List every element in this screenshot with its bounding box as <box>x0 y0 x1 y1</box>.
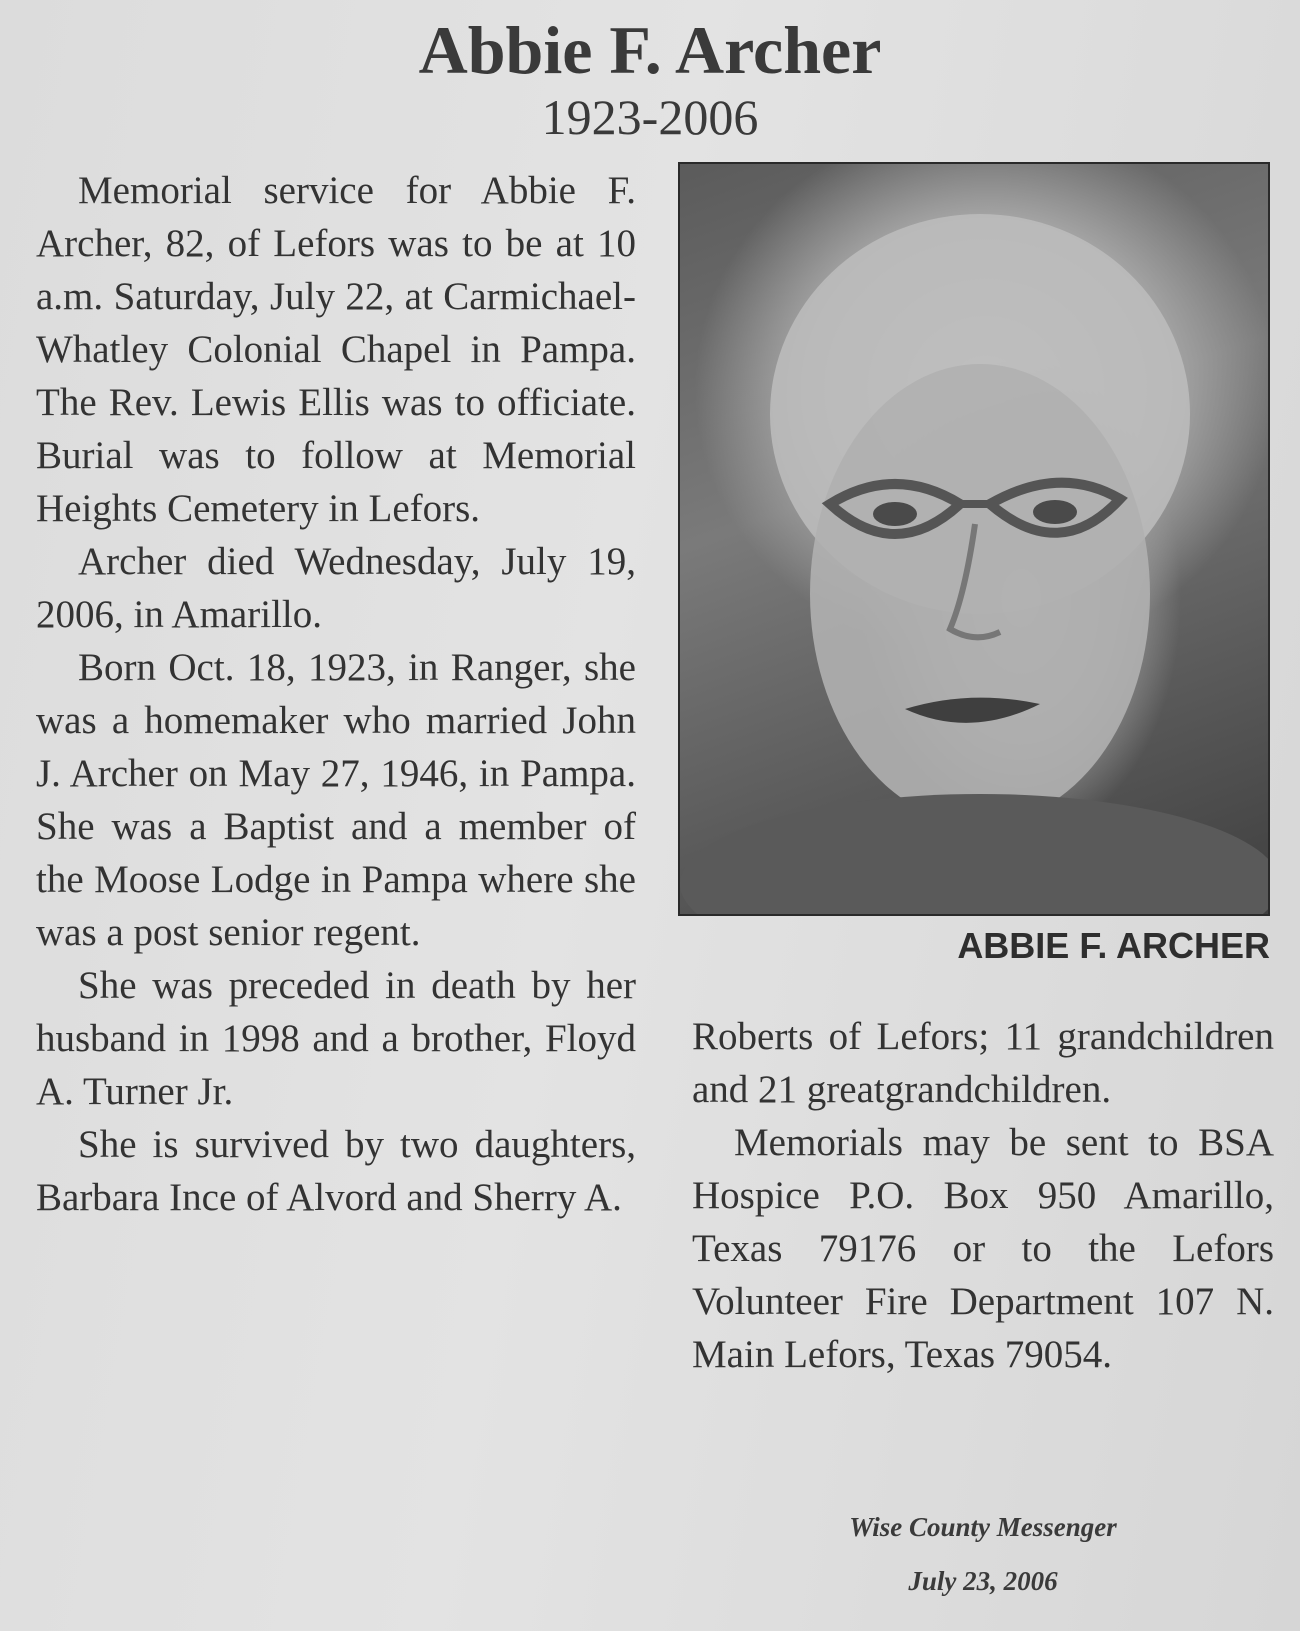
source-publication: Wise County Messenger <box>849 1512 1117 1542</box>
paragraph-preceded: She was preceded in death by her husband in 1998 and a brother, Floyd A. Turner Jr. <box>36 964 636 1113</box>
paragraph-memorials: Memorials may be sent to BSA Hospice P.O. Box 950 Amarillo, Texas 79176 or to the Lefors Volunteer Fire Department 107 N. Main Lefors, Texas 79054. <box>692 1121 1274 1376</box>
source-date: July 23, 2006 <box>908 1566 1058 1596</box>
right-column <box>692 1010 1274 1381</box>
paragraph-birth: Born Oct. 18, 1923, in Ranger, she was a homemaker who married John J. Archer on May 27, 1946, in Pampa. She was a Baptist and a member of the Moose Lodge in Pampa where she was a post senior regent. <box>36 646 636 954</box>
obituary-headline: Abbie F. Archer <box>418 12 882 88</box>
photo-caption: ABBIE F. ARCHER <box>957 925 1270 966</box>
portrait-photo <box>678 162 1270 916</box>
paragraph-grandchildren: Roberts of Lefors; 11 grandchildren and 21 greatgrandchildren. <box>692 1015 1274 1111</box>
paragraph-service: Memorial service for Abbie F. Archer, 82, of Lefors was to be at 10 a.m. Saturday, July 22, at Carmichael-Whatley Colonial Chapel in Pampa. The Rev. Lewis Ellis was to officiate. Burial was to follow at Memorial Heights Cemetery in Lefors. <box>36 169 636 530</box>
portrait-image <box>680 164 1268 914</box>
paragraph-death: Archer died Wednesday, July 19, 2006, in Amarillo. <box>36 540 636 636</box>
left-column <box>36 164 636 1224</box>
obituary-years: 1923-2006 <box>541 89 759 145</box>
paragraph-survivors: She is survived by two daughters, Barbara Ince of Alvord and Sherry A. <box>36 1123 636 1219</box>
